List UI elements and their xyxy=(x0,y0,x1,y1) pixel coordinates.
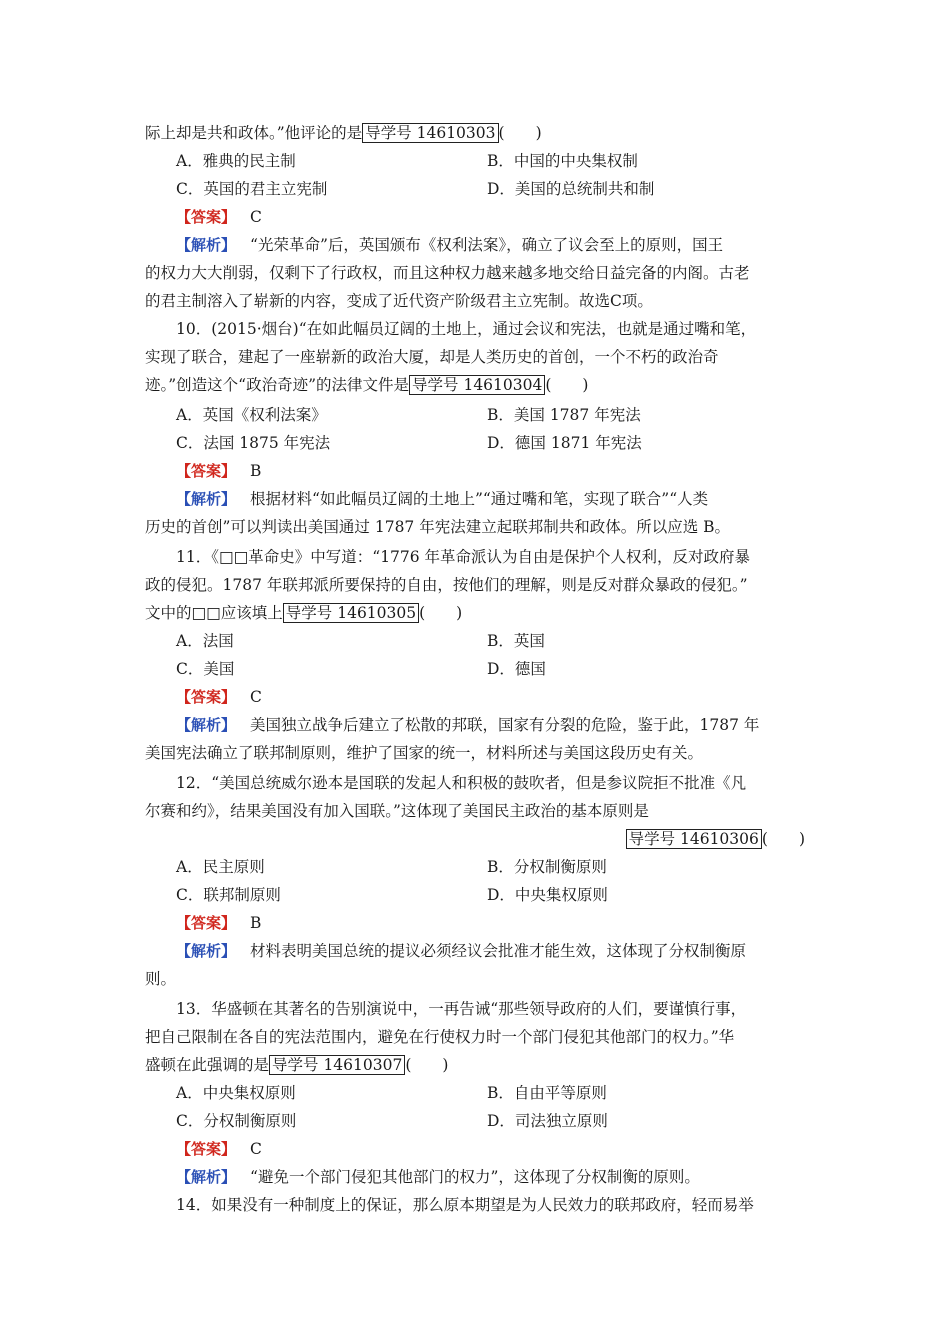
analysis-label: 【解析】 xyxy=(176,1168,237,1186)
q9-stem-line: 际上却是共和政体。”他评论的是 导学号 14610303 ( ) xyxy=(145,124,542,142)
q9-option-c: C．英国的君主立宪制 xyxy=(176,180,328,198)
q13-stem-line: 盛顿在此强调的是 导学号 14610307 ( ) xyxy=(145,1056,449,1074)
q12-option-c: C．联邦制原则 xyxy=(176,886,281,904)
q10-analysis-line: 【解析】 根据材料“如此幅员辽阔的土地上”“通过嘴和笔，实现了联合”“人类 xyxy=(176,490,709,508)
answer-label: 【答案】 xyxy=(176,914,237,932)
q9-analysis-line: 的权力大大削弱，仅剩下了行政权，而且这种权力越来越多地交给日益完备的内阁。古老 xyxy=(145,264,750,282)
q11-guide-code: 导学号 14610305 xyxy=(283,603,419,623)
q10-option-d: D．德国 1871 年宪法 xyxy=(487,434,642,452)
q11-answer: 【答案】 C xyxy=(176,688,262,706)
q13-answer: 【答案】 C xyxy=(176,1140,262,1158)
q10-stem-line: 实现了联合，建起了一座崭新的政治大厦，却是人类历史的首创，一个不朽的政治奇 xyxy=(145,348,719,366)
analysis-label: 【解析】 xyxy=(176,236,237,254)
answer-label: 【答案】 xyxy=(176,208,237,226)
q11-option-b: B．英国 xyxy=(487,632,545,650)
q10-stem-line: 10．(2015·烟台)“在如此幅员辽阔的土地上，通过会议和宪法，也就是通过嘴和笔， xyxy=(176,320,757,338)
q10-stem-line: 迹。”创造这个“政治奇迹”的法律文件是 导学号 14610304 ( ) xyxy=(145,376,589,394)
q12-answer: 【答案】 B xyxy=(176,914,262,932)
q9-option-a: A．雅典的民主制 xyxy=(176,152,296,170)
q10-option-c: C．法国 1875 年宪法 xyxy=(176,434,331,452)
q14-stem-line: 14．如果没有一种制度上的保证，那么原本期望是为人民效力的联邦政府，轻而易举 xyxy=(176,1196,754,1214)
q11-analysis-line: 美国宪法确立了联邦制原则，维护了国家的统一，材料所述与美国这段历史有关。 xyxy=(145,744,704,762)
analysis-label: 【解析】 xyxy=(176,716,237,734)
q11-stem-line: 文中的□□应该填上 导学号 14610305 ( ) xyxy=(145,604,463,622)
q11-stem-line: 政的侵犯。1787 年联邦派所要保持的自由，按他们的理解，则是反对群众暴政的侵犯。” xyxy=(145,576,748,594)
q13-stem-line: 把自己限制在各自的宪法范围内，避免在行使权力时一个部门侵犯其他部门的权力。”华 xyxy=(145,1028,735,1046)
q12-guide-code: 导学号 14610306 xyxy=(626,829,762,849)
q10-option-a: A．英国《权利法案》 xyxy=(176,406,327,424)
analysis-label: 【解析】 xyxy=(176,490,237,508)
analysis-label: 【解析】 xyxy=(176,942,237,960)
q11-option-d: D．德国 xyxy=(487,660,546,678)
answer-label: 【答案】 xyxy=(176,462,237,480)
q11-analysis-line: 【解析】 美国独立战争后建立了松散的邦联，国家有分裂的危险，鉴于此，1787 年 xyxy=(176,716,760,734)
q12-stem-line: 尔赛和约》，结果美国没有加入国联。”这体现了美国民主政治的基本原则是 xyxy=(145,802,649,820)
q11-option-a: A．法国 xyxy=(176,632,234,650)
q10-analysis-line: 历史的首创”可以判读出美国通过 1787 年宪法建立起联邦制共和政体。所以应选 B。 xyxy=(145,518,731,536)
q13-option-b: B．自由平等原则 xyxy=(487,1084,607,1102)
q9-guide-code: 导学号 14610303 xyxy=(362,123,498,143)
q9-answer: 【答案】 C xyxy=(176,208,262,226)
q10-option-b: B．美国 1787 年宪法 xyxy=(487,406,641,424)
q13-option-d: D．司法独立原则 xyxy=(487,1112,608,1130)
answer-label: 【答案】 xyxy=(176,688,237,706)
q13-stem-line: 13．华盛顿在其著名的告别演说中，一再告诫“那些领导政府的人们，要谨慎行事， xyxy=(176,1000,747,1018)
q12-option-a: A．民主原则 xyxy=(176,858,265,876)
q13-guide-code: 导学号 14610307 xyxy=(269,1055,405,1075)
q13-option-a: A．中央集权原则 xyxy=(176,1084,296,1102)
q13-analysis-line: 【解析】 “避免一个部门侵犯其他部门的权力”，这体现了分权制衡的原则。 xyxy=(176,1168,700,1186)
q12-option-d: D．中央集权原则 xyxy=(487,886,608,904)
q12-analysis-line: 则。 xyxy=(145,970,177,988)
q12-code-line: 导学号 14610306 ( ) xyxy=(145,825,805,853)
q11-option-c: C．美国 xyxy=(176,660,235,678)
q9-option-b: B．中国的中央集权制 xyxy=(487,152,638,170)
q10-answer: 【答案】 B xyxy=(176,462,262,480)
q12-stem-line: 12．“美国总统威尔逊本是国联的发起人和积极的鼓吹者，但是参议院拒不批准《凡 xyxy=(176,774,747,792)
answer-label: 【答案】 xyxy=(176,1140,237,1158)
q9-analysis-line: 【解析】 “光荣革命”后，英国颁布《权利法案》，确立了议会至上的原则，国王 xyxy=(176,236,724,254)
q12-analysis-line: 【解析】 材料表明美国总统的提议必须经议会批准才能生效，这体现了分权制衡原 xyxy=(176,942,747,960)
q10-guide-code: 导学号 14610304 xyxy=(409,375,545,395)
q11-stem-line: 11．《□□革命史》中写道：“1776 年革命派认为自由是保护个人权利，反对政府暴 xyxy=(176,548,751,566)
q12-option-b: B．分权制衡原则 xyxy=(487,858,607,876)
q13-option-c: C．分权制衡原则 xyxy=(176,1112,297,1130)
q9-analysis-line: 的君主制溶入了崭新的内容，变成了近代资产阶级君主立宪制。故选C项。 xyxy=(145,292,653,310)
q9-option-d: D．美国的总统制共和制 xyxy=(487,180,655,198)
